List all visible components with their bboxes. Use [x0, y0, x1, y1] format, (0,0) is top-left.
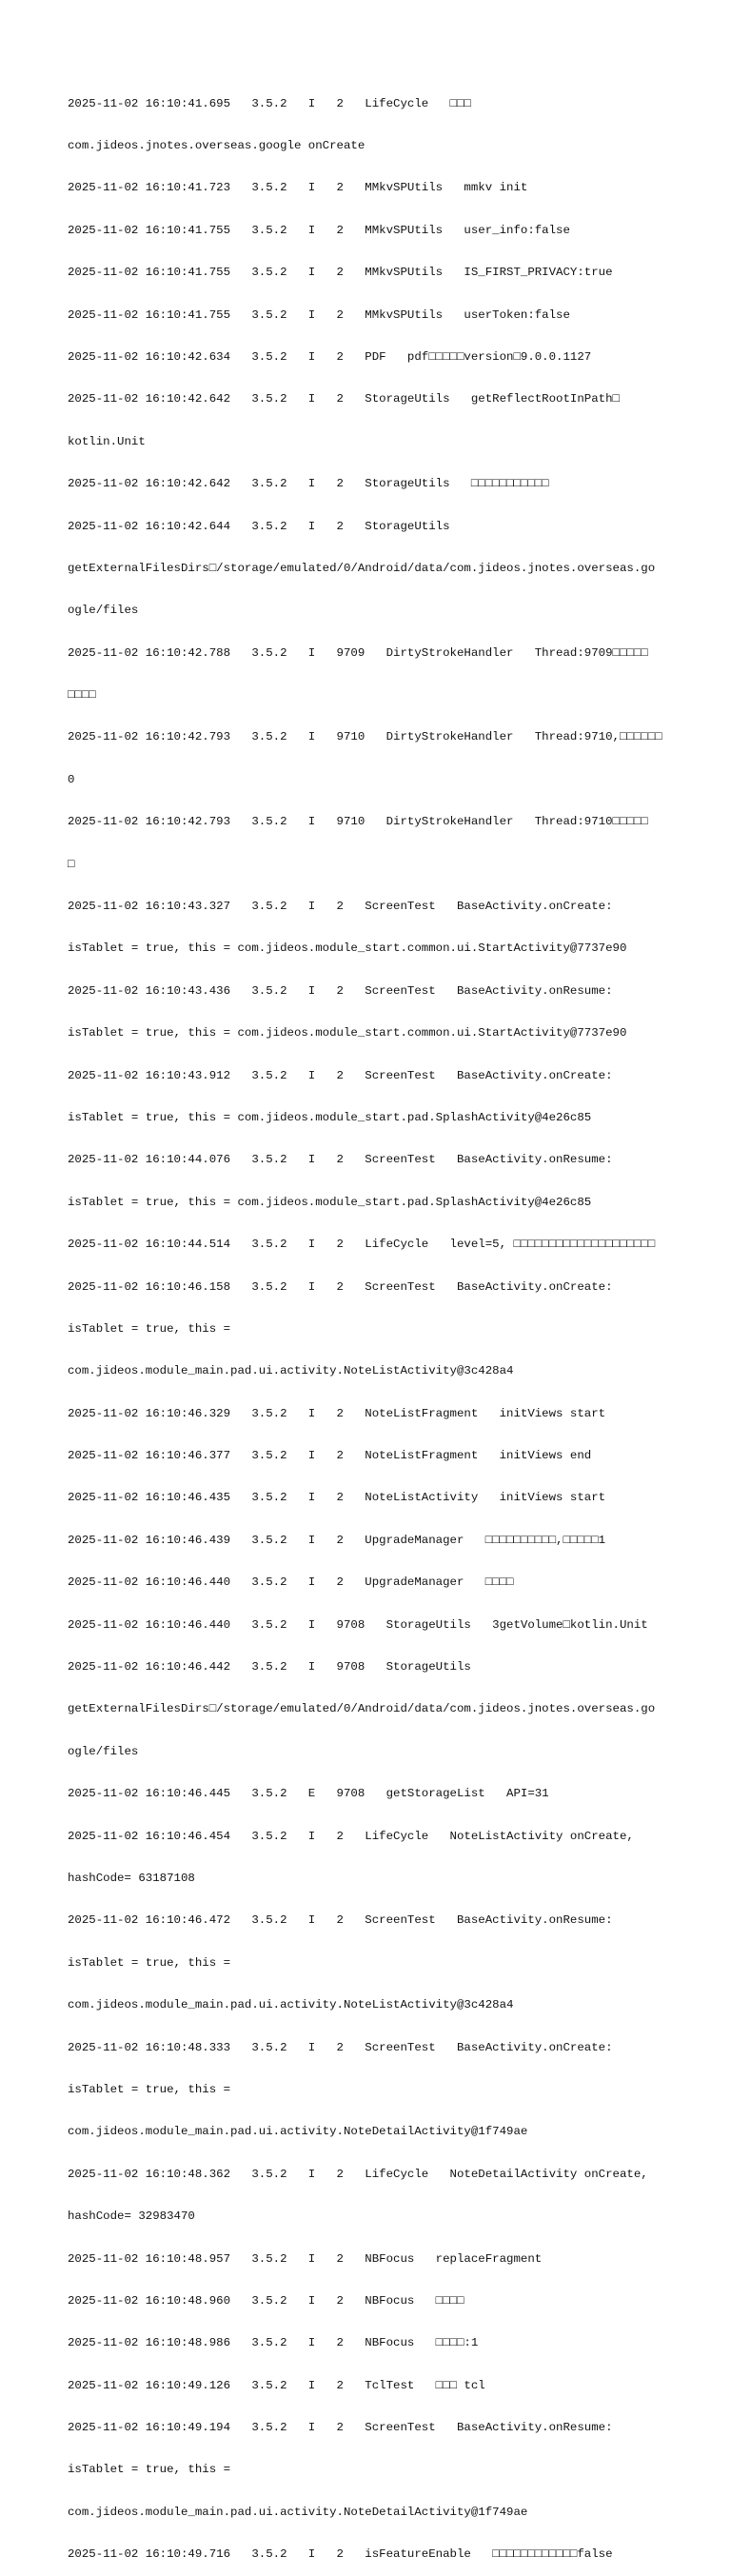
- log-line: 2025-11-02 16:10:49.194 3.5.2 I 2 ScreenTest BaseActivity.onResume:: [68, 2421, 613, 2435]
- log-line: 2025-11-02 16:10:41.755 3.5.2 I 2 MMkvSPUtils userToken:false: [68, 307, 570, 322]
- log-line: 2025-11-02 16:10:48.986 3.5.2 I 2 NBFocus □□□□:1: [68, 2336, 479, 2350]
- log-line: 2025-11-02 16:10:44.076 3.5.2 I 2 ScreenTest BaseActivity.onResume:: [68, 1153, 613, 1167]
- log-line: getExternalFilesDirs□/storage/emulated/0/Android/data/com.jideos.jnotes.overseas.go: [68, 561, 656, 575]
- log-line: 2025-11-02 16:10:48.362 3.5.2 I 2 LifeCycle NoteDetailActivity onCreate,: [68, 2167, 648, 2181]
- log-line: isTablet = true, this = com.jideos.module_start.pad.SplashActivity@4e26c85: [68, 1110, 592, 1124]
- log-line: 2025-11-02 16:10:49.716 3.5.2 I 2 isFeatureEnable □□□□□□□□□□□□false: [68, 2547, 613, 2562]
- log-line: com.jideos.module_main.pad.ui.activity.NoteListActivity@3c428a4: [68, 1364, 514, 1378]
- log-line: 2025-11-02 16:10:42.793 3.5.2 I 9710 DirtyStrokeHandler Thread:9710,□□□□□□: [68, 730, 662, 744]
- log-line: 0: [68, 772, 75, 786]
- log-line: 2025-11-02 16:10:46.472 3.5.2 I 2 ScreenTest BaseActivity.onResume:: [68, 1913, 613, 1928]
- log-line: hashCode= 63187108: [68, 1872, 195, 1885]
- log-line: 2025-11-02 16:10:42.642 3.5.2 I 2 StorageUtils getReflectRootInPath□: [68, 392, 620, 406]
- log-line: 2025-11-02 16:10:42.644 3.5.2 I 2 StorageUtils: [68, 519, 450, 533]
- log-line: 2025-11-02 16:10:46.439 3.5.2 I 2 UpgradeManager □□□□□□□□□□,□□□□□1: [68, 1533, 606, 1547]
- log-line: 2025-11-02 16:10:41.755 3.5.2 I 2 MMkvSPUtils IS_FIRST_PRIVACY:true: [68, 266, 613, 280]
- log-line: isTablet = true, this =: [68, 2463, 231, 2477]
- log-line: hashCode= 32983470: [68, 2209, 195, 2224]
- log-line: 2025-11-02 16:10:49.126 3.5.2 I 2 TclTest □□□ tcl: [68, 2378, 485, 2392]
- log-line: 2025-11-02 16:10:46.158 3.5.2 I 2 ScreenTest BaseActivity.onCreate:: [68, 1279, 613, 1294]
- log-line: □□□□: [68, 688, 96, 703]
- log-line: 2025-11-02 16:10:43.436 3.5.2 I 2 ScreenTest BaseActivity.onResume:: [68, 983, 613, 998]
- log-line: isTablet = true, this = com.jideos.module_start.common.ui.StartActivity@7737e90: [68, 941, 627, 956]
- log-line: isTablet = true, this = com.jideos.module_start.common.ui.StartActivity@7737e90: [68, 1026, 627, 1040]
- log-line: ogle/files: [68, 604, 139, 618]
- log-line: □: [68, 857, 75, 871]
- log-line: isTablet = true, this = com.jideos.module_start.pad.SplashActivity@4e26c85: [68, 1195, 592, 1209]
- log-line: kotlin.Unit: [68, 434, 146, 448]
- log-line: 2025-11-02 16:10:46.440 3.5.2 I 9708 StorageUtils 3getVolume□kotlin.Unit: [68, 1617, 648, 1632]
- log-line: 2025-11-02 16:10:46.440 3.5.2 I 2 UpgradeManager □□□□: [68, 1575, 514, 1590]
- log-line: 2025-11-02 16:10:42.642 3.5.2 I 2 StorageUtils □□□□□□□□□□□: [68, 477, 549, 491]
- log-line: 2025-11-02 16:10:41.755 3.5.2 I 2 MMkvSPUtils user_info:false: [68, 223, 570, 237]
- log-line: com.jideos.module_main.pad.ui.activity.NoteDetailActivity@1f749ae: [68, 2505, 528, 2519]
- log-text-block: [68, 69, 677, 2576]
- log-line: 2025-11-02 16:10:42.788 3.5.2 I 9709 DirtyStrokeHandler Thread:9709□□□□□: [68, 645, 648, 660]
- log-line: 2025-11-02 16:10:46.377 3.5.2 I 2 NoteListFragment initViews end: [68, 1449, 592, 1463]
- log-line: 2025-11-02 16:10:42.634 3.5.2 I 2 PDF pdf□□□□□version□9.0.0.1127: [68, 349, 592, 364]
- log-line: 2025-11-02 16:10:46.442 3.5.2 I 9708 StorageUtils: [68, 1660, 471, 1674]
- log-line: 2025-11-02 16:10:44.514 3.5.2 I 2 LifeCycle level=5, □□□□□□□□□□□□□□□□□□□□: [68, 1238, 656, 1252]
- log-line: com.jideos.module_main.pad.ui.activity.NoteDetailActivity@1f749ae: [68, 2125, 528, 2139]
- log-line: 2025-11-02 16:10:46.435 3.5.2 I 2 NoteListActivity initViews start: [68, 1491, 606, 1505]
- log-line: 2025-11-02 16:10:48.333 3.5.2 I 2 ScreenTest BaseActivity.onCreate:: [68, 2040, 613, 2054]
- log-line: ogle/files: [68, 1744, 139, 1758]
- log-line: 2025-11-02 16:10:41.723 3.5.2 I 2 MMkvSPUtils mmkv init: [68, 181, 528, 195]
- log-line: 2025-11-02 16:10:46.445 3.5.2 E 9708 getStorageList API=31: [68, 1787, 549, 1801]
- log-line: getExternalFilesDirs□/storage/emulated/0/Android/data/com.jideos.jnotes.overseas.go: [68, 1702, 656, 1716]
- log-line: isTablet = true, this =: [68, 1321, 231, 1336]
- log-line: 2025-11-02 16:10:43.912 3.5.2 I 2 ScreenTest BaseActivity.onCreate:: [68, 1068, 613, 1082]
- log-line: 2025-11-02 16:10:48.957 3.5.2 I 2 NBFocus replaceFragment: [68, 2251, 543, 2266]
- log-line: isTablet = true, this =: [68, 2082, 231, 2096]
- log-line: com.jideos.jnotes.overseas.google onCreate: [68, 138, 366, 152]
- log-line: 2025-11-02 16:10:42.793 3.5.2 I 9710 DirtyStrokeHandler Thread:9710□□□□□: [68, 815, 648, 829]
- log-line: 2025-11-02 16:10:41.695 3.5.2 I 2 LifeCycle □□□: [68, 96, 471, 110]
- log-line: 2025-11-02 16:10:43.327 3.5.2 I 2 ScreenTest BaseActivity.onCreate:: [68, 900, 613, 914]
- log-line: isTablet = true, this =: [68, 1955, 231, 1970]
- log-line: 2025-11-02 16:10:46.454 3.5.2 I 2 LifeCycle NoteListActivity onCreate,: [68, 1829, 634, 1843]
- log-line: 2025-11-02 16:10:48.960 3.5.2 I 2 NBFocus □□□□: [68, 2293, 464, 2308]
- log-line: 2025-11-02 16:10:46.329 3.5.2 I 2 NoteListFragment initViews start: [68, 1406, 606, 1420]
- log-line: com.jideos.module_main.pad.ui.activity.NoteListActivity@3c428a4: [68, 1998, 514, 2012]
